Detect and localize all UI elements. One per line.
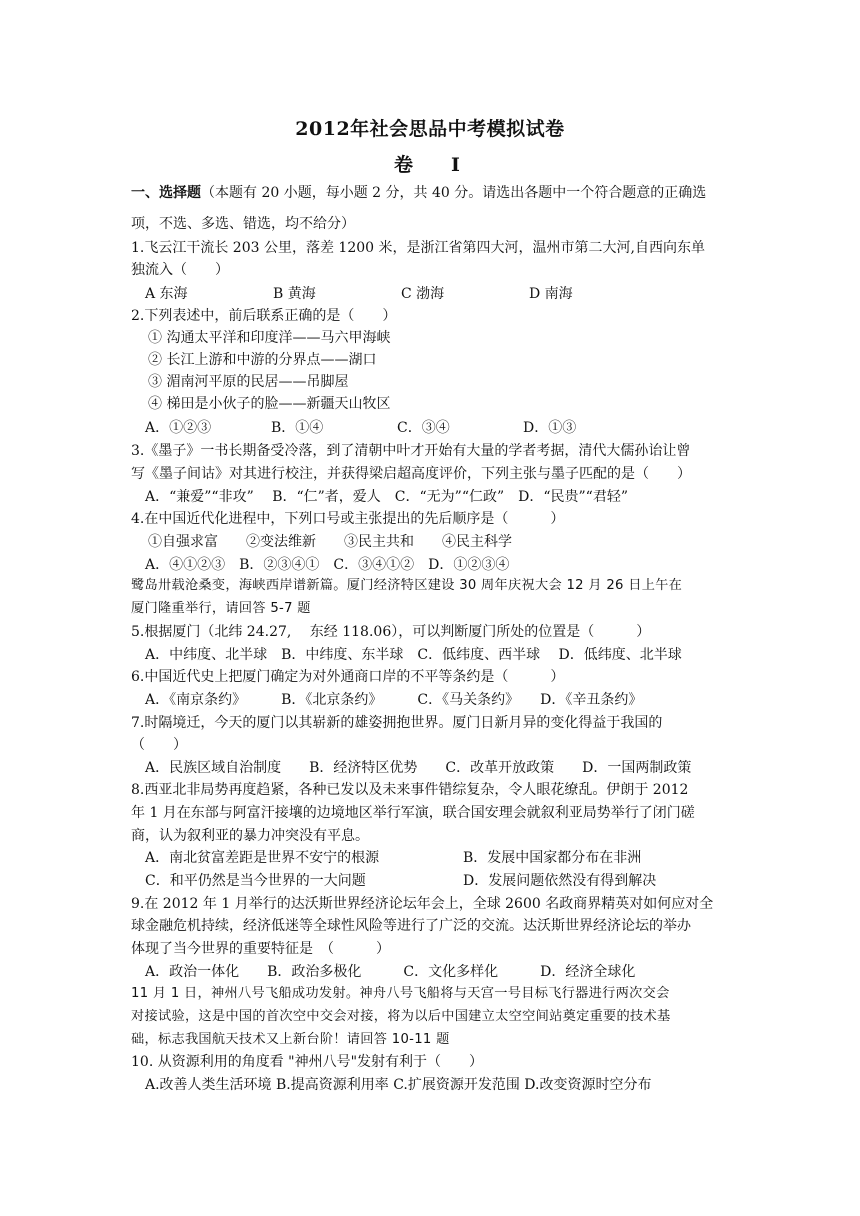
q8-option-d: D．发展问题依然没有得到解决 (463, 873, 657, 889)
q4-items: ①自强求富 ②变法维新 ③民主共和 ④民主科学 (148, 534, 512, 550)
section-intro (131, 183, 706, 203)
q8-stem-line1: 8.西亚北非局势再度趋紧，各种已发以及未来事件错综复杂，令人眼花缭乱。伊朗于 2012 (131, 782, 689, 798)
q2-options (145, 418, 649, 438)
q8-option-b: B．发展中国家都分布在非洲 (463, 850, 642, 866)
q1-option-a: A 东海 (145, 286, 188, 302)
q2-item-1: ① 沟通太平洋和印度洋——马六甲海峡 (148, 330, 391, 346)
q3-options: A．“兼爱”“非攻” B．“仁”者，爱人 C．“无为”“仁政” D．“民贵”“君轻” (145, 489, 628, 505)
q4-stem: 4.在中国近代化进程中，下列口号或主张提出的先后顺序是（ ） (131, 511, 565, 527)
q4-options: A．④①②③ B．②③④① C．③④①② D．①②③④ (145, 557, 510, 573)
section-desc: （本题有 20 小题，每小题 2 分，共 40 分。请选出各题中一个符合题意的正确选 (201, 185, 707, 201)
q1-options (145, 284, 657, 304)
q3-stem-line2: 写《墨子间诂》对其进行校注，并获得梁启超高度评价，下列主张与墨子匹配的是（ ） (131, 466, 691, 482)
q9-options: A．政治一体化 B．政治多极化 C．文化多样化 D．经济全球化 (145, 964, 636, 980)
q2-item-3: ③ 湄南河平原的民居——吊脚屋 (148, 374, 349, 390)
q7-stem-line1: 7.时隔境迁，今天的厦门以其崭新的雄姿拥抱世界。厦门日新月异的变化得益于我国的 (131, 715, 663, 731)
q9-stem-line3: 体现了当今世界的重要特征是 （ ） (131, 941, 390, 957)
q8-stem-line2: 年 1 月在东部与阿富汗接壤的边境地区举行军演，联合国安理会就叙利亚局势举行了闭门磋 (131, 805, 695, 821)
section-heading: 一、选择题 (131, 185, 201, 201)
q2-option-c: C．③④ (397, 420, 450, 436)
q1-stem-line1: 1.飞云江干流长 203 公里，落差 1200 米，是浙江省第四大河，温州市第二大河,自西向东单 (131, 240, 705, 256)
section-desc-line2: 项，不选、多选、错选，均不给分） (131, 216, 355, 232)
q1-stem-line2: 独流入（ ） (131, 262, 229, 278)
q2-option-d: D．①③ (523, 420, 577, 436)
passage2-line3: 础，标志我国航天技术又上新台阶！请回答 10-11 题 (131, 1032, 450, 1047)
q5-options: A．中纬度、北半球 B．中纬度、东半球 C．低纬度、西半球 D．低纬度、北半球 (145, 647, 682, 663)
q8-stem-line3: 商，认为叙利亚的暴力冲突没有平息。 (131, 828, 369, 844)
q1-option-c: C 渤海 (401, 286, 445, 302)
passage1-line2: 厦门隆重举行，请回答 5-7 题 (131, 601, 311, 616)
q9-stem-line1: 9.在 2012 年 1 月举行的达沃斯世界经济论坛年会上，全球 2600 名政商界精英对如何应对全 (131, 896, 714, 912)
q6-options: A．《南京条约》 B．《北京条约》 C．《马关条约》 D．《辛丑条约》 (145, 692, 643, 708)
q3-stem-line1: 3.《墨子》一书长期备受冷落，到了清朝中叶才开始有大量的学者考据，清代大儒孙诒让曾 (131, 443, 691, 459)
q2-stem: 2.下列表述中，前后联系正确的是（ ） (131, 308, 397, 324)
q6-stem: 6.中国近代史上把厦门确定为对外通商口岸的不平等条约是（ ） (131, 669, 565, 685)
passage2-line2: 对接试验，这是中国的首次空中交会对接，将为以后中国建立太空空间站奠定重要的技术基 (131, 1009, 671, 1024)
passage2-line1: 11 月 1 日，神州八号飞船成功发射。神舟八号飞船将与天宫一号目标飞行器进行两次交会 (131, 986, 670, 1001)
q2-item-2: ② 长江上游和中游的分界点——湖口 (148, 352, 377, 368)
q2-option-b: B．①④ (271, 420, 324, 436)
q2-item-4: ④ 梯田是小伙子的脸——新疆天山牧区 (148, 396, 391, 412)
passage1-line1: 鹭岛卅载沧桑变，海峡西岸谱新篇。厦门经济特区建设 30 周年庆祝大会 12 月 26 日上午在 (131, 578, 683, 593)
q10-options: A.改善人类生活环境 B.提高资源利用率 C.扩展资源开发范围 D.改变资源时空分布 (145, 1077, 652, 1093)
volume-numeral: I (451, 154, 461, 176)
q10-stem: 10. 从资源利用的角度看 "神州八号"发射有利于（ ） (131, 1054, 484, 1070)
q7-stem-line2: （ ） (131, 737, 187, 753)
q9-stem-line2: 球金融危机持续，经济低迷等全球性风险等进行了广泛的交流。达沃斯世界经济论坛的举办 (131, 918, 691, 934)
q8-options-row1 (145, 848, 781, 868)
q8-option-c: C．和平仍然是当今世界的一大问题 (145, 873, 366, 889)
q8-option-a: A．南北贫富差距是世界不安宁的根源 (145, 850, 380, 866)
q8-options-row2 (145, 871, 781, 891)
q5-stem: 5.根据厦门（北纬 24.27, 东经 118.06），可以判断厦门所处的位置是（ ） (131, 624, 651, 640)
volume-word: 卷 (393, 154, 414, 176)
volume-heading (0, 150, 860, 177)
q2-option-a: A．①②③ (145, 420, 212, 436)
q1-option-b: B 黄海 (273, 286, 316, 302)
q1-option-d: D 南海 (529, 286, 573, 302)
page-title: 2012年社会思品中考模拟试卷 (295, 118, 565, 140)
q7-options: A．民族区域自治制度 B．经济特区优势 C．改革开放政策 D．一国两制政策 (145, 760, 692, 776)
